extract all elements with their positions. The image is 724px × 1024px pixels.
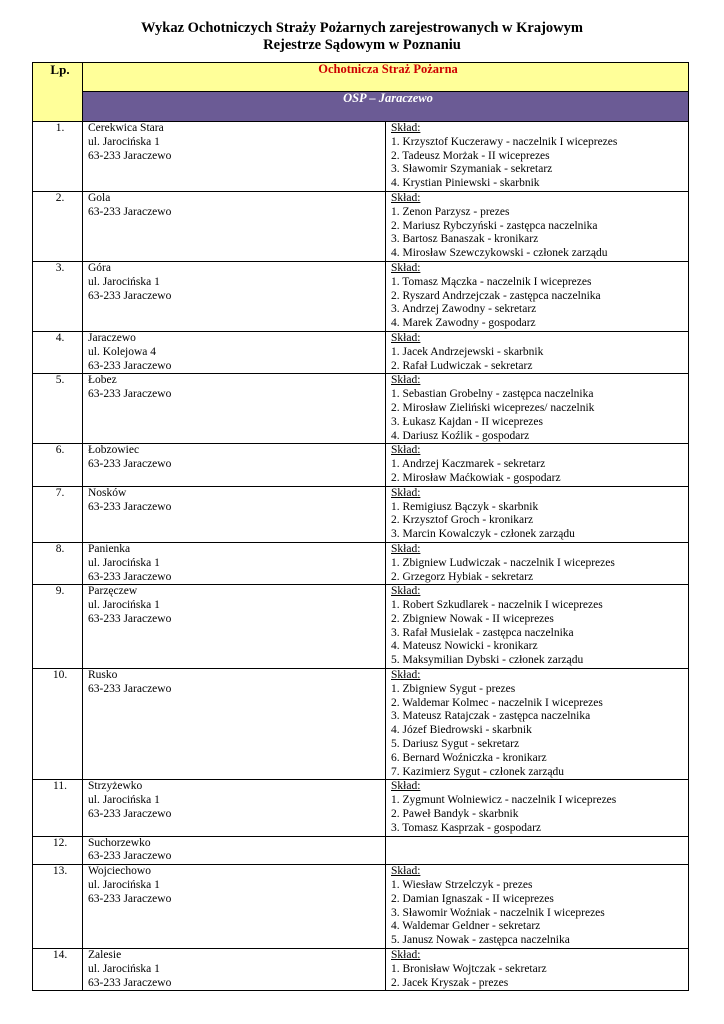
member-entry: 3. Mateusz Ratajczak - zastępca naczelnika bbox=[391, 710, 591, 723]
unit-address bbox=[83, 444, 386, 486]
sklad-label: Skład: bbox=[391, 780, 421, 793]
table-row bbox=[33, 331, 689, 373]
address-line: ul. Jarocińska 1 bbox=[88, 599, 160, 612]
member-entry: 1. Sebastian Grobelny - zastępca naczelnika bbox=[391, 388, 594, 401]
row-number: 5. bbox=[33, 374, 83, 444]
sklad-label: Skład: bbox=[391, 486, 421, 499]
row-number: 1. bbox=[33, 122, 83, 192]
unit-address bbox=[83, 331, 386, 373]
row-number: 3. bbox=[33, 261, 83, 331]
row-number: 2. bbox=[33, 191, 83, 261]
address-line: ul. Jarocińska 1 bbox=[88, 794, 160, 807]
address-line: 63-233 Jaraczewo bbox=[88, 149, 172, 162]
address-line: 63-233 Jaraczewo bbox=[88, 359, 172, 372]
sklad-label: Skład: bbox=[391, 122, 421, 134]
board-members bbox=[386, 542, 689, 584]
address-line: Panienka bbox=[88, 542, 131, 555]
address-line: Zalesie bbox=[88, 949, 122, 962]
row-number: 11. bbox=[33, 780, 83, 836]
member-entry: 4. Mirosław Szewczykowski - członek zarządu bbox=[391, 247, 608, 260]
address-line: 63-233 Jaraczewo bbox=[88, 808, 172, 821]
sklad-label: Skład: bbox=[391, 949, 421, 962]
member-entry: 3. Bartosz Banaszak - kronikarz bbox=[391, 233, 539, 246]
table-row bbox=[33, 444, 689, 486]
row-number: 7. bbox=[33, 486, 83, 542]
board-members bbox=[386, 261, 689, 331]
member-entry: 3. Łukasz Kajdan - II wiceprezes bbox=[391, 415, 543, 428]
osp-unit-header: OSP – Jaraczewo bbox=[83, 92, 689, 122]
row-number: 12. bbox=[33, 836, 83, 865]
table-row bbox=[33, 836, 689, 865]
member-entry: 1. Zbigniew Ludwiczak - naczelnik I wiceprezes bbox=[391, 556, 615, 569]
address-line: Wojciechowo bbox=[88, 865, 151, 878]
address-line: 63-233 Jaraczewo bbox=[88, 612, 172, 625]
address-line: 63-233 Jaraczewo bbox=[88, 976, 172, 989]
member-entry: 3. Marcin Kowalczyk - członek zarządu bbox=[391, 528, 575, 541]
board-members bbox=[386, 191, 689, 261]
address-line: 63-233 Jaraczewo bbox=[88, 500, 172, 513]
address-line: 63-233 Jaraczewo bbox=[88, 289, 172, 302]
table-row bbox=[33, 949, 689, 991]
member-entry: 2. Paweł Bandyk - skarbnik bbox=[391, 808, 519, 821]
row-number: 6. bbox=[33, 444, 83, 486]
unit-address bbox=[83, 122, 386, 192]
row-number: 13. bbox=[33, 865, 83, 949]
board-members bbox=[386, 486, 689, 542]
board-members bbox=[386, 949, 689, 991]
board-members bbox=[386, 374, 689, 444]
unit-address bbox=[83, 836, 386, 865]
table-header-row bbox=[33, 63, 689, 92]
sklad-label: Skład: bbox=[391, 374, 421, 387]
member-entry: 1. Zenon Parzysz - prezes bbox=[391, 205, 510, 218]
table-row bbox=[33, 191, 689, 261]
board-members bbox=[386, 331, 689, 373]
document-title-line-2: Rejestrze Sądowym w Poznaniu bbox=[263, 37, 461, 53]
address-line: 63-233 Jaraczewo bbox=[88, 850, 172, 863]
document-title bbox=[0, 20, 724, 54]
unit-address bbox=[83, 542, 386, 584]
member-entry: 3. Tomasz Kasprzak - gospodarz bbox=[391, 821, 542, 834]
board-members bbox=[386, 836, 689, 865]
member-entry: 3. Andrzej Zawodny - sekretarz bbox=[391, 303, 537, 316]
address-line: Rusko bbox=[88, 669, 118, 682]
member-entry: 1. Wiesław Strzelczyk - prezes bbox=[391, 879, 533, 892]
member-entry: 3. Sławomir Szymaniak - sekretarz bbox=[391, 163, 553, 176]
unit-address bbox=[83, 191, 386, 261]
sklad-label: Skład: bbox=[391, 331, 421, 344]
address-line: ul. Kolejowa 4 bbox=[88, 345, 157, 358]
board-members bbox=[386, 780, 689, 836]
member-entry: 1. Robert Szkudlarek - naczelnik I wiceprezes bbox=[391, 599, 603, 612]
member-entry: 7. Kazimierz Sygut - członek zarządu bbox=[391, 765, 565, 778]
member-entry: 2. Damian Ignaszak - II wiceprezes bbox=[391, 892, 554, 905]
address-line: Strzyżewko bbox=[88, 780, 143, 793]
board-members bbox=[386, 585, 689, 669]
row-number: 8. bbox=[33, 542, 83, 584]
sklad-label: Skład: bbox=[391, 261, 421, 274]
member-entry: 2. Waldemar Kolmec - naczelnik I wiceprezes bbox=[391, 696, 603, 709]
member-entry: 3. Rafał Musielak - zastępca naczelnika bbox=[391, 626, 574, 639]
member-entry: 2. Krzysztof Groch - kronikarz bbox=[391, 514, 534, 527]
address-line: 63-233 Jaraczewo bbox=[88, 458, 172, 471]
address-line: ul. Jarocińska 1 bbox=[88, 879, 160, 892]
table-row bbox=[33, 780, 689, 836]
member-entry: 2. Mirosław Maćkowiak - gospodarz bbox=[391, 471, 561, 484]
member-entry: 5. Maksymilian Dybski - członek zarządu bbox=[391, 654, 584, 667]
member-entry: 3. Sławomir Woźniak - naczelnik I wiceprezes bbox=[391, 906, 605, 919]
table-subheader-row bbox=[33, 92, 689, 122]
table-row bbox=[33, 486, 689, 542]
board-members bbox=[386, 122, 689, 192]
address-line: 63-233 Jaraczewo bbox=[88, 388, 172, 401]
unit-address bbox=[83, 486, 386, 542]
address-line: Jaraczewo bbox=[88, 331, 136, 344]
member-entry: 4. Waldemar Geldner - sekretarz bbox=[391, 920, 541, 933]
table-row bbox=[33, 585, 689, 669]
address-line: Łobez bbox=[88, 374, 117, 387]
osp-register-table bbox=[32, 62, 689, 991]
osp-column-header: Ochotnicza Straż Pożarna bbox=[83, 63, 689, 92]
address-line: ul. Jarocińska 1 bbox=[88, 962, 160, 975]
table-row bbox=[33, 374, 689, 444]
address-line: ul. Jarocińska 1 bbox=[88, 135, 160, 148]
address-line: 63-233 Jaraczewo bbox=[88, 205, 172, 218]
table-row bbox=[33, 261, 689, 331]
member-entry: 2. Rafał Ludwiczak - sekretarz bbox=[391, 359, 533, 372]
member-entry: 4. Mateusz Nowicki - kronikarz bbox=[391, 640, 538, 653]
lp-column-header: Lp. bbox=[33, 63, 83, 122]
member-entry: 4. Krystian Piniewski - skarbnik bbox=[391, 177, 540, 190]
board-members bbox=[386, 669, 689, 780]
unit-address bbox=[83, 949, 386, 991]
member-entry: 5. Janusz Nowak - zastępca naczelnika bbox=[391, 934, 570, 947]
address-line: Suchorzewko bbox=[88, 836, 151, 849]
board-members bbox=[386, 444, 689, 486]
table-body bbox=[33, 122, 689, 991]
address-line: ul. Jarocińska 1 bbox=[88, 556, 160, 569]
table-row bbox=[33, 542, 689, 584]
member-entry: 1. Andrzej Kaczmarek - sekretarz bbox=[391, 458, 546, 471]
member-entry: 1. Bronisław Wojtczak - sekretarz bbox=[391, 962, 547, 975]
member-entry: 1. Remigiusz Bączyk - skarbnik bbox=[391, 500, 539, 513]
table-row bbox=[33, 122, 689, 192]
row-number: 10. bbox=[33, 669, 83, 780]
address-line: 63-233 Jaraczewo bbox=[88, 570, 172, 583]
document-title-line-1: Wykaz Ochotniczych Straży Pożarnych zarejestrowanych w Krajowym bbox=[141, 20, 583, 36]
member-entry: 2. Zbigniew Nowak - II wiceprezes bbox=[391, 612, 554, 625]
address-line: Parzęczew bbox=[88, 585, 138, 598]
table-row bbox=[33, 865, 689, 949]
member-entry: 4. Marek Zawodny - gospodarz bbox=[391, 317, 536, 330]
member-entry: 4. Józef Biedrowski - skarbnik bbox=[391, 724, 532, 737]
member-entry: 4. Dariusz Koźlik - gospodarz bbox=[391, 429, 530, 442]
sklad-label: Skład: bbox=[391, 669, 421, 682]
sklad-label: Skład: bbox=[391, 191, 421, 204]
row-number: 9. bbox=[33, 585, 83, 669]
sklad-label: Skład: bbox=[391, 542, 421, 555]
board-members bbox=[386, 865, 689, 949]
sklad-label: Skład: bbox=[391, 865, 421, 878]
sklad-label: Skład: bbox=[391, 585, 421, 598]
address-line: 63-233 Jaraczewo bbox=[88, 682, 172, 695]
member-entry: 2. Mirosław Zieliński wiceprezes/ naczelnik bbox=[391, 401, 595, 414]
member-entry: 1. Krzysztof Kuczerawy - naczelnik I wiceprezes bbox=[391, 135, 618, 148]
unit-address bbox=[83, 374, 386, 444]
member-entry: 1. Zygmunt Wolniewicz - naczelnik I wiceprezes bbox=[391, 794, 617, 807]
member-entry: 2. Ryszard Andrzejczak - zastępca naczelnika bbox=[391, 289, 601, 302]
member-entry: 1. Jacek Andrzejewski - skarbnik bbox=[391, 345, 544, 358]
unit-address bbox=[83, 865, 386, 949]
address-line: Góra bbox=[88, 261, 111, 274]
address-line: ul. Jarocińska 1 bbox=[88, 275, 160, 288]
address-line: Łobzowiec bbox=[88, 444, 140, 457]
member-entry: 2. Grzegorz Hybiak - sekretarz bbox=[391, 570, 534, 583]
table-row bbox=[33, 669, 689, 780]
row-number: 4. bbox=[33, 331, 83, 373]
sklad-label: Skład: bbox=[391, 444, 421, 457]
address-line: Cerekwica Stara bbox=[88, 122, 164, 134]
member-entry: 1. Tomasz Mączka - naczelnik I wiceprezes bbox=[391, 275, 592, 288]
unit-address bbox=[83, 585, 386, 669]
address-line: Gola bbox=[88, 191, 111, 204]
row-number: 14. bbox=[33, 949, 83, 991]
member-entry: 1. Zbigniew Sygut - prezes bbox=[391, 682, 516, 695]
member-entry: 6. Bernard Woźniczka - kronikarz bbox=[391, 751, 547, 764]
unit-address bbox=[83, 669, 386, 780]
unit-address bbox=[83, 261, 386, 331]
unit-address bbox=[83, 780, 386, 836]
member-entry: 5. Dariusz Sygut - sekretarz bbox=[391, 738, 520, 751]
address-line: 63-233 Jaraczewo bbox=[88, 892, 172, 905]
address-line: Nosków bbox=[88, 486, 127, 499]
member-entry: 2. Mariusz Rybczyński - zastępca naczelnika bbox=[391, 219, 598, 232]
member-entry: 2. Tadeusz Morżak - II wiceprezes bbox=[391, 149, 550, 162]
member-entry: 2. Jacek Kryszak - prezes bbox=[391, 976, 509, 989]
